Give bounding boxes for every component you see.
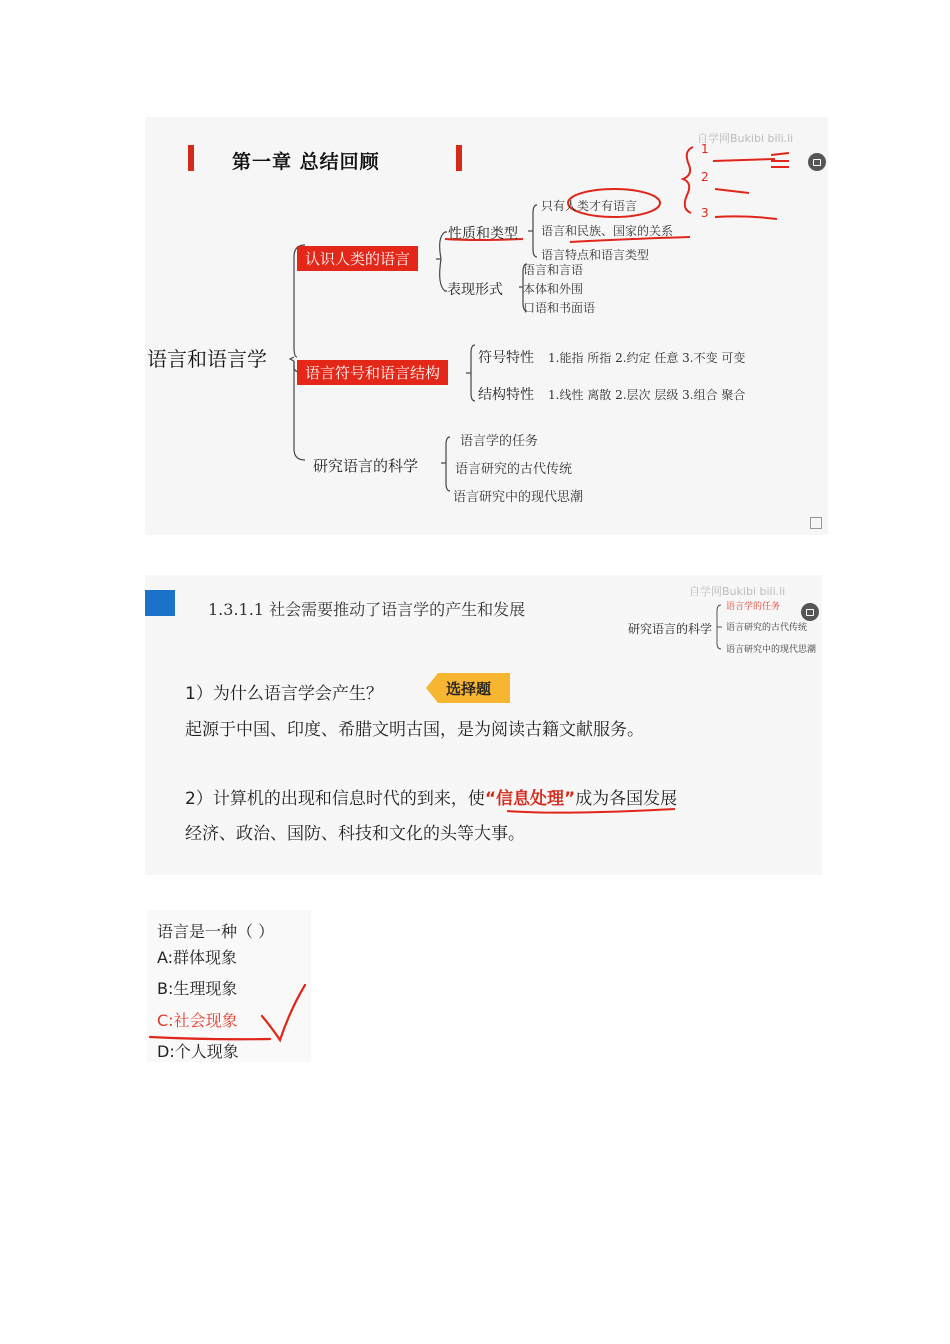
leaf-only-humans: 只有人类才有语言 [541, 199, 638, 213]
answer-1: 起源于中国、印度、希腊文明古国，是为阅读古籍文献服务。 [185, 720, 644, 740]
branch-sign-structure: 语言符号和语言结构 [297, 360, 448, 385]
section-slide [145, 575, 822, 875]
option-b[interactable]: B:生理现象 [157, 979, 238, 998]
annotation-1: 1 [701, 142, 709, 156]
mindmap-root: 语言和语言学 [147, 347, 267, 371]
watermark: 自学网Bukibi bili.li [689, 585, 786, 598]
quiz-card [147, 910, 311, 1062]
question-2 [185, 784, 677, 809]
structure-features-desc: 1.线性 离散 2.层次 层级 3.组合 聚合 [548, 388, 746, 402]
leaf-core-periphery: 本体和外围 [523, 282, 584, 296]
mini-map-root: 研究语言的科学 [628, 622, 713, 636]
annotation-3: 3 [701, 206, 709, 220]
question-1: 1）为什么语言学会产生？ [185, 684, 383, 704]
node-expression-form: 表现形式 [447, 282, 503, 298]
camera-icon[interactable] [801, 603, 819, 621]
watermark: 自学网Bukibi bili.li [697, 132, 794, 145]
question-2-highlight: “信息处理” [484, 789, 576, 809]
mindmap-slide [145, 117, 828, 535]
title-bar-right [456, 145, 462, 171]
question-2-prefix: 2）计算机的出现和信息时代的到来，使 [185, 789, 485, 809]
node-sign-features: 符号特性 [478, 350, 534, 366]
leaf-language-speech: 语言和言语 [523, 263, 584, 277]
sign-features-desc: 1.能指 所指 2.约定 任意 3.不变 可变 [548, 351, 746, 365]
camera-icon[interactable] [808, 153, 826, 171]
option-c[interactable]: C:社会现象 [157, 1011, 238, 1030]
node-structure-features: 结构特性 [478, 387, 534, 403]
leaf-language-nation: 语言和民族、国家的关系 [541, 224, 674, 238]
question-2-line2: 经济、政治、国防、科技和文化的头等大事。 [185, 824, 525, 844]
node-nature-type: 性质和类型 [448, 226, 518, 242]
quiz-stem: 语言是一种（ ） [157, 922, 275, 941]
leaf-oral-written: 口语和书面语 [523, 301, 596, 315]
tag-label: 选择题 [446, 680, 492, 698]
leaf-linguistics-task: 语言学的任务 [460, 434, 539, 449]
leaf-modern-trends: 语言研究中的现代思潮 [453, 490, 584, 505]
branch-recognize-language: 认识人类的语言 [297, 246, 418, 271]
mini-item-modern: 语言研究中的现代思潮 [726, 645, 817, 655]
leaf-ancient-tradition: 语言研究的古代传统 [455, 462, 573, 477]
mini-item-task: 语言学的任务 [726, 602, 781, 612]
option-d[interactable]: D:个人现象 [157, 1042, 239, 1061]
mini-item-tradition: 语言研究的古代传统 [726, 623, 808, 633]
section-title: 1.3.1.1 社会需要推动了语言学的产生和发展 [208, 600, 526, 619]
section-marker [145, 590, 175, 616]
option-a[interactable]: A:群体现象 [157, 948, 238, 967]
leaf-language-types: 语言特点和语言类型 [541, 248, 650, 262]
title-bar-left [188, 145, 194, 171]
slide-title: 第一章 总结回顾 [232, 151, 380, 173]
question-2-suffix: 成为各国发展 [575, 789, 678, 809]
annotation-2: 2 [701, 170, 709, 184]
expand-icon[interactable] [810, 517, 822, 529]
branch-science-of-language: 研究语言的科学 [313, 457, 419, 475]
